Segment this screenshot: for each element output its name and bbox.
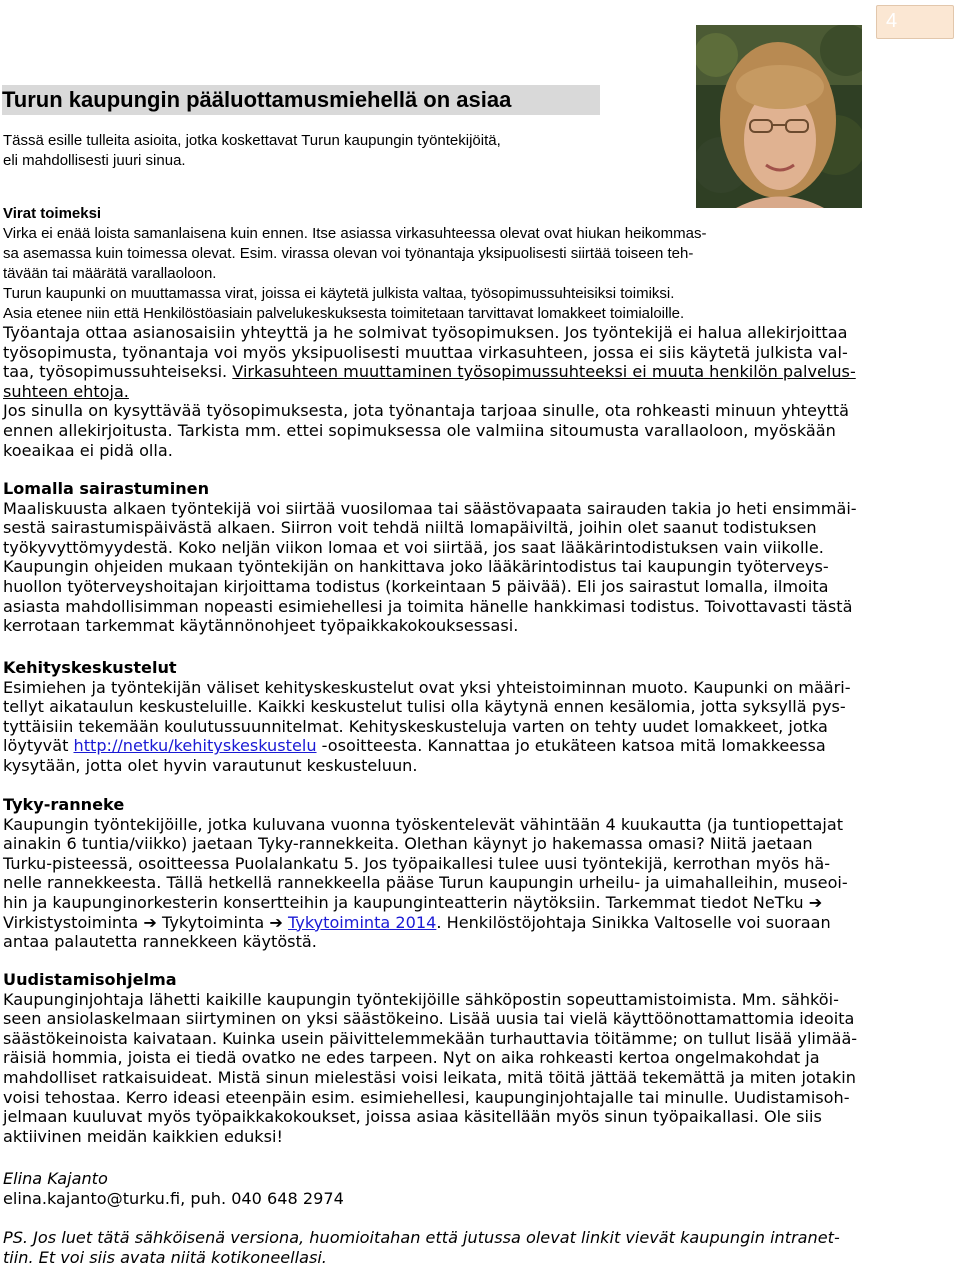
arrow-icon: ➔ <box>143 912 157 932</box>
text-line: antaa palautetta rannekkeen käytöstä. <box>3 932 317 952</box>
text-span: löytyvät <box>3 736 74 756</box>
text-line: seen ansiolaskelmaan siirtyminen on yksi säästökeino. Lisää uusia tai vielä käyttöönottamattomia ideoita <box>3 1009 855 1029</box>
text-line: ennen allekirjoitusta. Tarkista mm. ettei sopimuksessa ole valmiina sitoumusta varallaoloon, myöskään <box>3 420 836 440</box>
text-line: Kaupungin ohjeiden mukaan työntekijän on hankittava joko lääkärintodistus tai kaupungin työterveys- <box>3 557 829 577</box>
text-line <box>3 736 851 756</box>
text-line: Jos sinulla on kysyttävää työsopimuksesta, jota työnantaja tarjoaa sinulle, ota rohkeasti minuun yhteyttä <box>3 401 850 421</box>
text-line: tellyt aikataulun keskusteluille. Kaikki keskustelut tulisi olla käytynä ennen kesälomia, jotta syksyllä pys- <box>3 697 846 717</box>
text-line: Turku-pisteessä, osoitteessa Puolalankatu 5. Jos työpaikallesi tulee uusi työntekijä, kerrothan myös hä- <box>3 853 831 873</box>
page-number: 4 <box>886 10 898 32</box>
text-span: hin ja kaupunginorkesterin konsertteihin ja kaupunginteatterin näytöksiin. Tarkemmat tiedot NeTku <box>3 892 809 912</box>
text-line: kysytään, jotta olet hyvin varautunut keskusteluun. <box>3 755 418 775</box>
underlined-text: suhteen ehtoja. <box>3 381 129 401</box>
text-line: tävään tai määrätä varallaoloon. <box>3 265 217 282</box>
text-line: ainakin 6 tuntia/viikko) jaetaan Tyky-rannekkeita. Olethan käynyt jo hakemassa omasi? Niitä jaetaan <box>3 834 813 854</box>
section-heading: Tyky-ranneke <box>3 795 125 814</box>
text-line <box>3 893 848 913</box>
text-line: työsopimusta, työnantaja voi myös yksipuolisesti muuttaa virkasuhteen, jossa ei siis käytetä julkista val- <box>3 342 848 362</box>
text-line: Työantaja ottaa asianosaisiin yhteyttä ja he solmivat työsopimuksen. Jos työntekijä ei halua allekirjoittaa <box>3 323 848 342</box>
text-line: Esimiehen ja työntekijän väliset kehityskeskustelut ovat yksi yhteistoiminnan muoto. Kaupunki on määri- <box>3 677 851 697</box>
section-heading: Kehityskeskustelut <box>3 658 177 677</box>
signature-contact: elina.kajanto@turku.fi, puh. 040 648 2974 <box>3 1188 344 1208</box>
ps-note <box>3 1228 840 1267</box>
page-number-badge <box>876 5 954 39</box>
author-portrait-image <box>696 25 862 208</box>
text-line: tyttäisiin tekemään koulutussuunnitelmat. Kehityskeskusteluja varten on tehty uudet lomakkeet, jotka <box>3 716 828 736</box>
text-line: Turun kaupunki on muuttamassa virat, joissa ei käytetä julkista valtaa, työsopimussuhteisiksi toimiksi. <box>3 285 675 302</box>
text-line: säästökeinoista kaivataan. Kuinka usein päivittelemmekään turhauttavia töitämme; on tullut lisää ylimää- <box>3 1028 858 1048</box>
author-photo <box>696 25 862 208</box>
section-uudistamis <box>3 970 857 1146</box>
text-line: räisiä hommia, joista ei tiedä ovatko ne edes tarpeen. Nyt on aika rohkeasti kertoa ongelmakohdat ja <box>3 1048 820 1068</box>
text-span: Virkistystoiminta <box>3 912 144 932</box>
ps-line: PS. Jos luet tätä sähköisenä versiona, huomioitahan että jutussa olevat linkit vievät kaupungin intranet- <box>3 1228 840 1247</box>
text-line: nelle rannekkeesta. Tällä hetkellä rannekkeella pääse Turun kaupungin urheilu- ja uimahalleihin, museoi- <box>3 873 848 893</box>
ps-line: tiin. Et voi siis avata niitä kotikoneellasi. <box>3 1247 327 1267</box>
kehityskeskustelu-link[interactable]: http://netku/kehityskeskustelu <box>73 736 317 756</box>
underlined-text: Virkasuhteen muuttaminen työsopimussuhteeksi ei muuta henkilön palvelus- <box>232 362 856 382</box>
section-heading: Uudistamisohjelma <box>3 970 177 989</box>
article-title: Turun kaupungin pääluottamusmiehellä on asiaa <box>2 85 600 115</box>
text-line: huollon työterveyshoitajan kirjoittama todistus (korkeintaan 5 päivää). Eli jos sairastut lomalla, ilmoita <box>3 576 829 596</box>
signature <box>3 1169 344 1208</box>
text-span: taa, työsopimussuhteiseksi. <box>3 362 233 382</box>
text-line: Kaupungin työntekijöille, jotka kuluvana vuonna työskentelevät vähintään 4 kuukautta (ja tuntiopettajat <box>3 814 844 834</box>
arrow-icon: ➔ <box>269 912 283 932</box>
section-kehitys <box>3 658 851 776</box>
text-line: sestä sairastumispäivästä alkaen. Siirron voit tehdä niiltä lomapäiviltä, joihin olet saanut todistuksen <box>3 518 817 538</box>
text-line: koeaikaa ei pidä olla. <box>3 440 173 460</box>
section-virat <box>3 204 706 324</box>
text-line: Kaupunginjohtaja lähetti kaikille kaupungin työntekijöille sähköpostin sopeuttamistoimista. Mm. sähköi- <box>3 989 839 1009</box>
section-tyky <box>3 795 848 952</box>
text-line: asiasta mahdollisimman nopeasti esimiehellesi ja toimita hänelle hankkimasi todistus. Toivottavasti tästä <box>3 596 853 616</box>
section-heading: Virat toimeksi <box>3 205 102 222</box>
text-line: Virka ei enää loista samanlaisena kuin ennen. Itse asiassa virkasuhteessa olevat ovat hiukan heikommas- <box>3 225 707 242</box>
intro-line: Tässä esille tulleita asioita, jotka koskettavat Turun kaupungin työntekijöitä, <box>3 132 501 149</box>
signature-name: Elina Kajanto <box>3 1169 108 1188</box>
intro-text <box>3 131 501 171</box>
section-loma <box>3 479 857 636</box>
text-line: työkyvyttömyydestä. Koko neljän viikon lomaa et voi siirtää, jos saat lääkärintodistuksen vain viikolle. <box>3 537 824 557</box>
text-line: jelmaan kuuluvat myös työpaikkakokoukset, joissa asiaa käsitellään myös sinun työpaikallasi. Ole siis <box>3 1107 822 1127</box>
text-line: voisi tehostaa. Kerro ideasi eteenpäin esim. esimiehellesi, kaupunginjohtajalle tai minulle. Uudistamisoh- <box>3 1087 850 1107</box>
text-line <box>3 362 856 382</box>
text-line: kerrotaan tarkemmat käytännönohjeet työpaikkakokouksessasi. <box>3 616 519 636</box>
text-line: Maaliskuusta alkaen työntekijä voi siirtää vuosilomaa tai säästövapaata sairauden takia jo heti ensimmäi- <box>3 498 857 518</box>
text-span: -osoitteesta. Kannattaa jo etukäteen katsoa mitä lomakkeessa <box>316 736 826 756</box>
text-line: mahdolliset ratkaisuideat. Mistä sinun mielestäsi voisi leikata, mitä töitä jättää tekemättä ja miten jotakin <box>3 1067 856 1087</box>
text-line: aktiivinen meidän kaikkien eduksi! <box>3 1126 283 1146</box>
arrow-icon: ➔ <box>808 892 823 912</box>
text-span: . Henkilöstöjohtaja Sinikka Valtoselle voi suoraan <box>436 912 831 932</box>
text-line <box>3 913 848 933</box>
section-heading: Lomalla sairastuminen <box>3 479 210 498</box>
tykytoiminta-2014-link[interactable]: Tykytoiminta 2014 <box>288 912 437 932</box>
intro-line: eli mahdollisesti juuri sinua. <box>3 152 186 169</box>
text-span: Tykytoiminta <box>156 912 270 932</box>
text-line: Asia etenee niin että Henkilöstöasiain palvelukeskuksesta toimitetaan tarvittavat lomakkeet toimialoille. <box>3 305 685 322</box>
text-line: sa asemassa kuin toimessa olevat. Esim. virassa olevan voi työnantaja yksipuolisesti siirtää toiseen teh- <box>3 245 694 262</box>
section-virat-continued <box>3 323 856 460</box>
